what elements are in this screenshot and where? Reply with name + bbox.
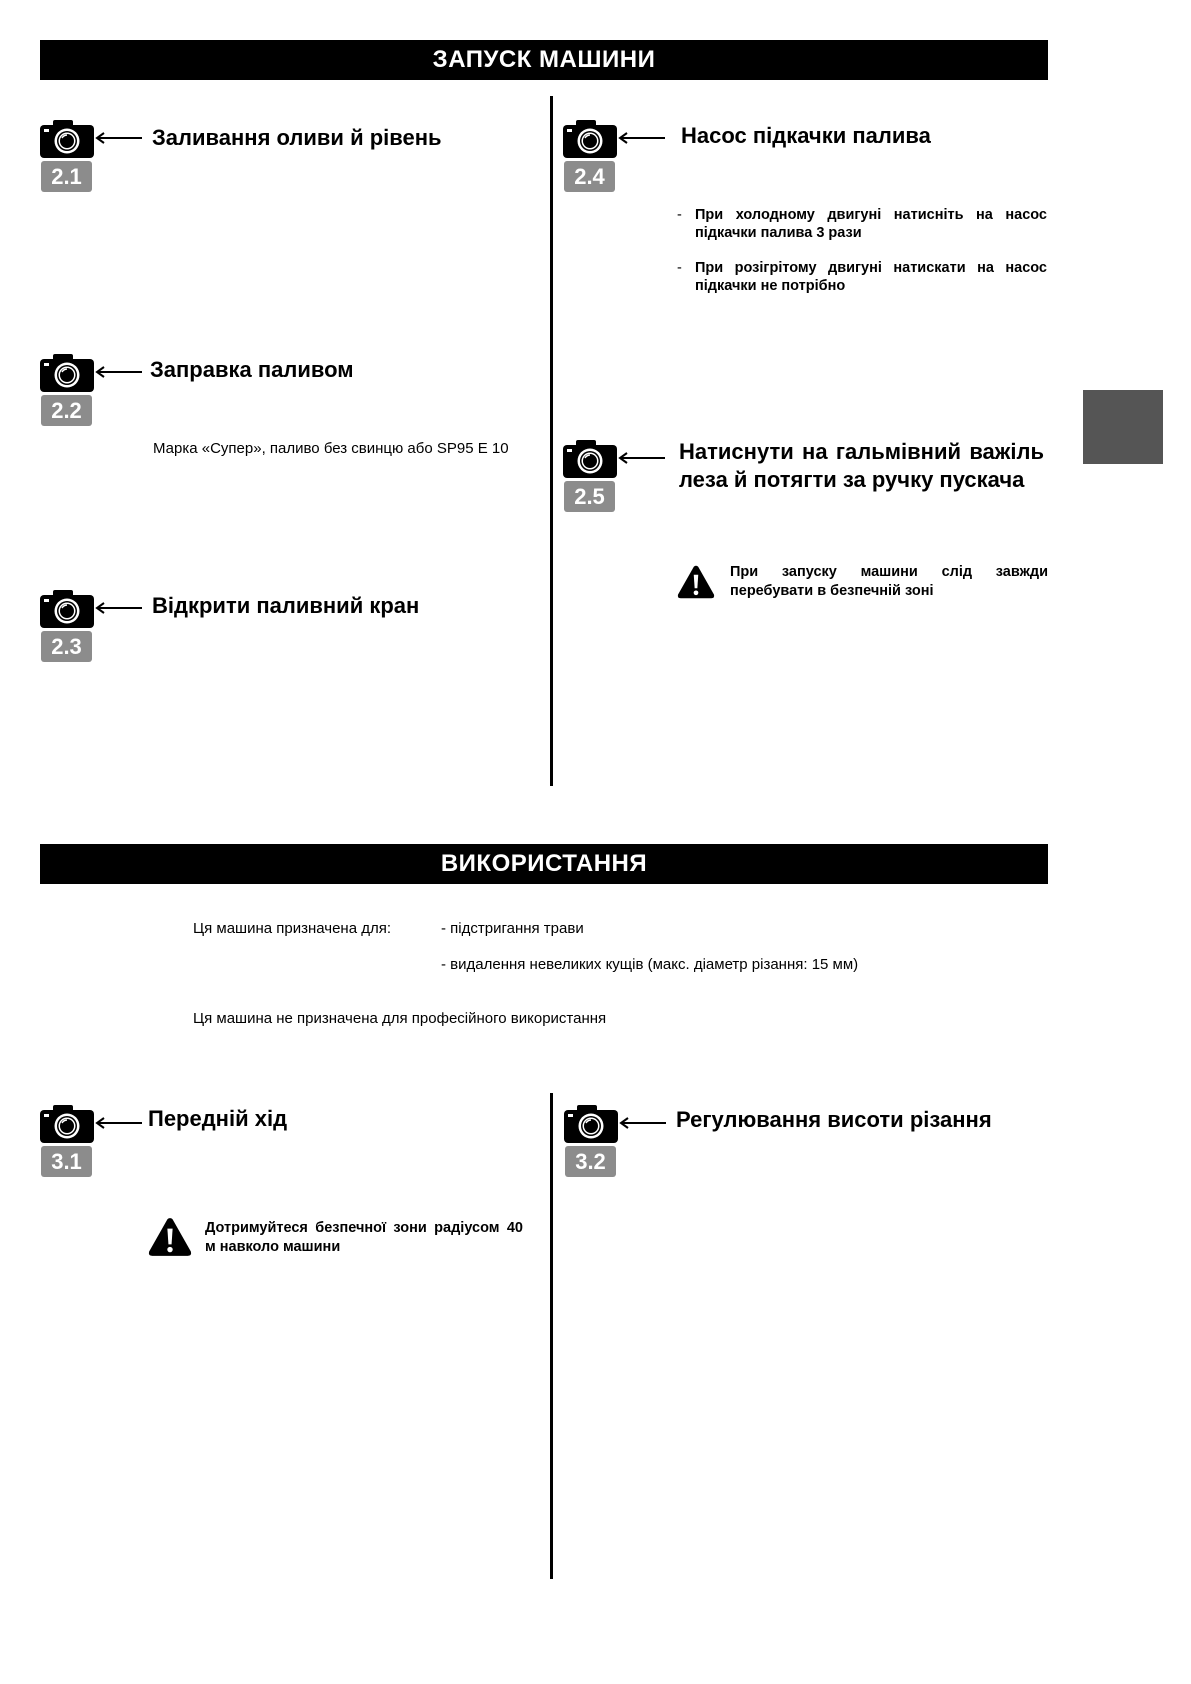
arrow-left-icon [94, 132, 142, 144]
arrow-left-icon [617, 132, 665, 144]
step-number-badge: 2.2 [41, 395, 92, 426]
arrow-left-icon [94, 1117, 142, 1129]
column-divider [550, 96, 553, 786]
primer-bullet-list [677, 206, 1047, 312]
step-number-badge: 3.1 [41, 1146, 92, 1177]
usage-item: - підстригання трави [441, 920, 584, 937]
step-number-badge: 2.4 [564, 161, 615, 192]
column-divider [550, 1093, 553, 1579]
step-number-badge: 3.2 [565, 1146, 616, 1177]
camera-icon [563, 440, 617, 478]
warning-text: При запуску машини слід завжди перебувати в безпечній зоні [730, 564, 1048, 599]
usage-item: - видалення невеликих кущів (макс. діаметр різання: 15 мм) [441, 956, 859, 973]
bullet-dash: - [677, 260, 682, 276]
camera-icon [40, 590, 94, 628]
step-title: Заливання оливи й рівень [152, 125, 442, 150]
step-title: Насос підкачки палива [681, 123, 931, 148]
bullet-item [677, 206, 1047, 242]
step-title: Відкрити паливний кран [152, 593, 420, 618]
bullet-dash: - [677, 207, 682, 223]
step-title: Передній хід [148, 1106, 288, 1131]
section-header-usage: ВИКОРИСТАННЯ [40, 844, 1048, 884]
usage-not-professional: Ця машина не призначена для професійного використання [193, 1010, 607, 1027]
step-title: Заправка паливом [150, 357, 354, 382]
camera-icon [40, 120, 94, 158]
section-header-start: ЗАПУСК МАШИНИ [40, 40, 1048, 80]
step-title: Регулювання висоти різання [676, 1107, 992, 1132]
step-number-badge: 2.5 [564, 481, 615, 512]
usage-intended-label: Ця машина призначена для: [193, 920, 392, 937]
chapter-tab [1083, 390, 1163, 464]
camera-icon [40, 354, 94, 392]
step-number-badge: 2.1 [41, 161, 92, 192]
warning-note [676, 564, 1048, 608]
warning-note [147, 1216, 527, 1260]
fuel-note: Марка «Супер», паливо без свинцю або SP95 E 10 [153, 440, 509, 457]
bullet-text: При розігрітому двигуні натискати на насос підкачки не потрібно [695, 260, 1047, 294]
step-number-badge: 2.3 [41, 631, 92, 662]
bullet-item [677, 259, 1047, 295]
camera-icon [563, 120, 617, 158]
bullet-text: При холодному двигуні натисніть на насос підкачки палива 3 рази [695, 207, 1047, 241]
step-title: Натиснути на гальмівний важіль леза й потягти за ручку пускача [679, 439, 1044, 492]
arrow-left-icon [617, 452, 665, 464]
warning-icon [147, 1216, 193, 1258]
arrow-left-icon [618, 1117, 666, 1129]
warning-text: Дотримуйтеся безпечної зони радіусом 40 м навколо машини [205, 1220, 523, 1255]
camera-icon [40, 1105, 94, 1143]
arrow-left-icon [94, 602, 142, 614]
camera-icon [564, 1105, 618, 1143]
warning-icon [676, 564, 716, 600]
arrow-left-icon [94, 366, 142, 378]
